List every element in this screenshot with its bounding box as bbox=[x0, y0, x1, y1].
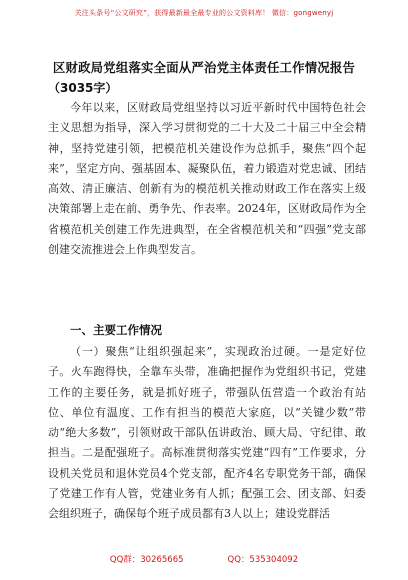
top-banner bbox=[0, 0, 408, 28]
document-title: 区财政局党组落实全面从严治党主体责任工作情况报告 bbox=[52, 60, 356, 75]
banner-text: 关注头条号“公文研究”，获得最新最全最专业的公文资料库！ 微信：gongwenyj bbox=[74, 9, 334, 17]
paragraph-intro: 今年以来，区财政局党组坚持以习近平新时代中国特色社会主义思想为指导，深入学习贯彻党的二十大及二十届三中全会精神，坚持党建引领，把模范机关建设作为总抓手，聚焦“四个起来”，坚定方向、强基固本、凝聚队伍，着力锻造对党忠诚、团结高效、清正廉洁、创新有为的模范机关推动财政工作在落实上级决策部署上走在前、勇争先、作表率。2024年，区财政局作为全省模范机关创建工作先进典型，在全省模范机关和“四强”党支部创建交流推进会上作典型发言。 bbox=[48, 101, 366, 256]
qq-contact: QQ：535304092 bbox=[227, 555, 299, 565]
qq-group: QQ群：30265665 bbox=[109, 555, 184, 565]
paragraph-section-1: （一）聚焦“让组织强起来”，实现政治过硬。一是定好位子。火车跑得快，全靠车头带，准确把握作为党组织书记，党建工作的主要任务，就是抓好班子，带强队伍营造一个政治有站位、单位有温度、工作有担当的模范大家庭，以“关键少数”带动“绝大多数”，引领财政干部队伍讲政治、顾大局、守纪律、敢担当。二是配强班子。高标准贯彻落实党建“四有”工作要求，分设机关党员和退休党员4个党支部，配齐4名专职党务干部，确保了党建工作有人管，党建业务有人抓；配强工会、团支部、妇委会组织班子，确保每个班子成员都有3人以上；建设党群活 bbox=[48, 345, 366, 520]
word-count: （3035字） bbox=[48, 81, 118, 95]
section-heading: 一、主要工作情况 bbox=[70, 323, 162, 337]
bottom-banner bbox=[0, 553, 408, 571]
